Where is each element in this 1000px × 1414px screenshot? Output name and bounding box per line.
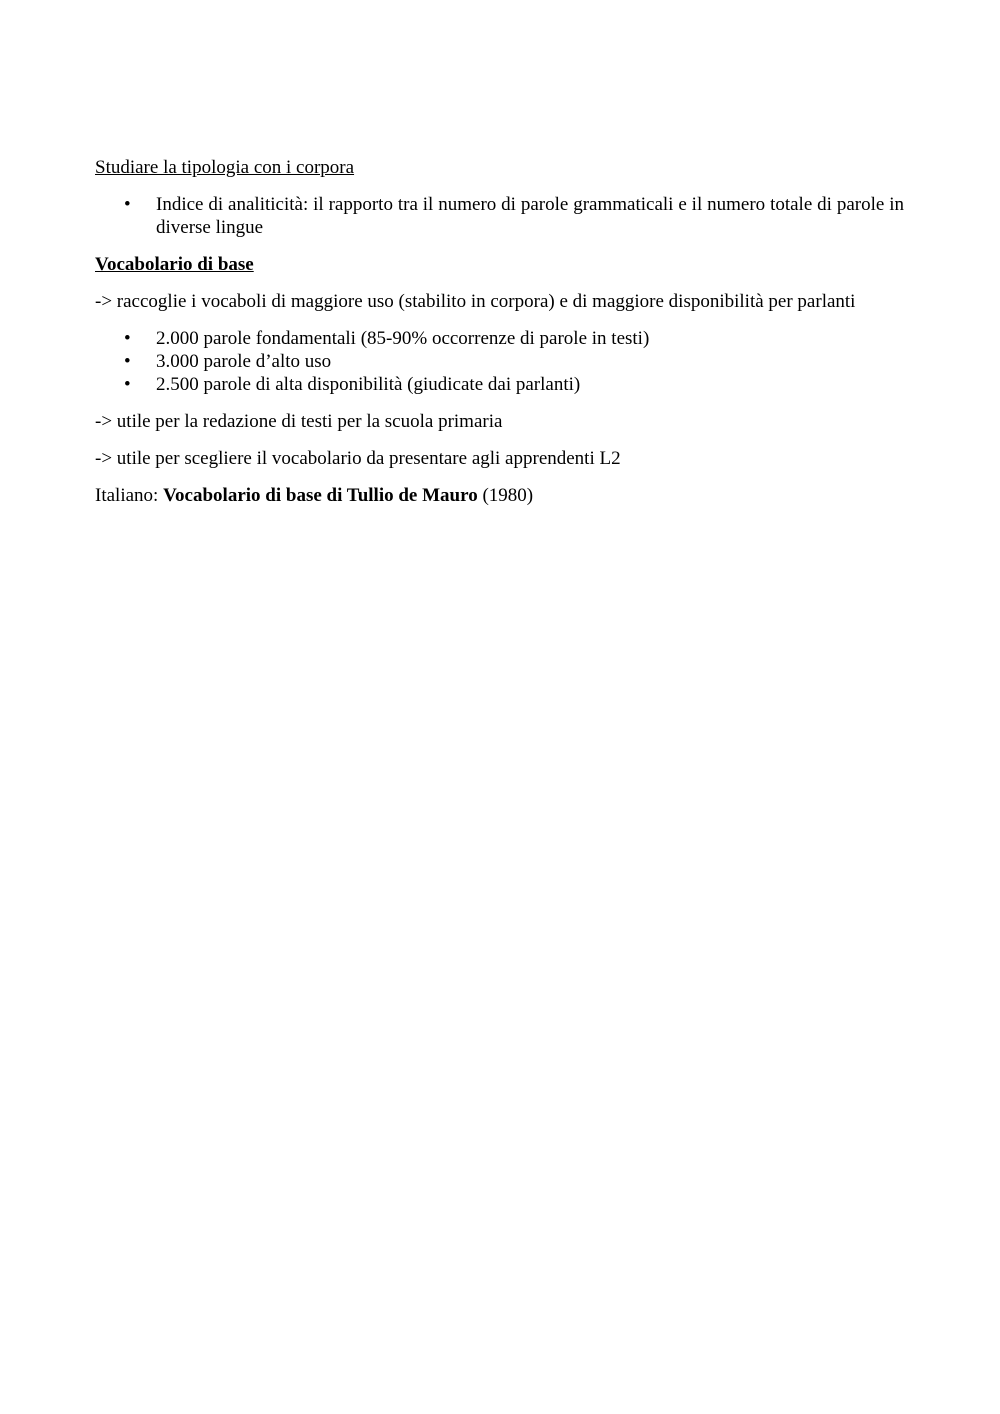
list-item — [95, 350, 904, 373]
bullet-icon: • — [124, 374, 131, 395]
list-item — [95, 373, 904, 396]
italiano-title: Vocabolario di base di Tullio de Mauro — [163, 485, 478, 506]
bullet-icon: • — [124, 328, 131, 349]
vocabolario-intro: -> raccoglie i vocaboli di maggiore uso (stabilito in corpora) e di maggiore disponibilità per parlanti — [95, 291, 856, 312]
note-apprendenti-l2: -> utile per scegliere il vocabolario da presentare agli apprendenti L2 — [95, 448, 621, 469]
list-item-text: Indice di analiticità: il rapporto tra il numero di parole grammaticali e il numero totale di parole in diverse lingue — [156, 194, 904, 238]
italiano-year: (1980) — [477, 485, 534, 506]
section-title-tipologia: Studiare la tipologia con i corpora — [95, 157, 355, 178]
list-item-text: 2.000 parole fondamentali (85-90% occorrenze di parole in testi) — [156, 328, 650, 349]
section-heading-vocabolario: Vocabolario di base — [95, 254, 254, 275]
list-item-text: 2.500 parole di alta disponibilità (giudicate dai parlanti) — [156, 374, 581, 395]
list-item-text: 3.000 parole d’alto uso — [156, 351, 332, 372]
tipologia-list — [95, 193, 904, 239]
italiano-label: Italiano: — [95, 485, 164, 506]
document-page — [95, 156, 904, 521]
note-scuola-primaria: -> utile per la redazione di testi per la scuola primaria — [95, 411, 503, 432]
bullet-icon: • — [124, 194, 131, 215]
italiano-reference — [95, 484, 904, 507]
list-item — [95, 327, 904, 350]
bullet-icon: • — [124, 351, 131, 372]
vocabolario-list — [95, 327, 904, 396]
list-item — [95, 193, 904, 239]
